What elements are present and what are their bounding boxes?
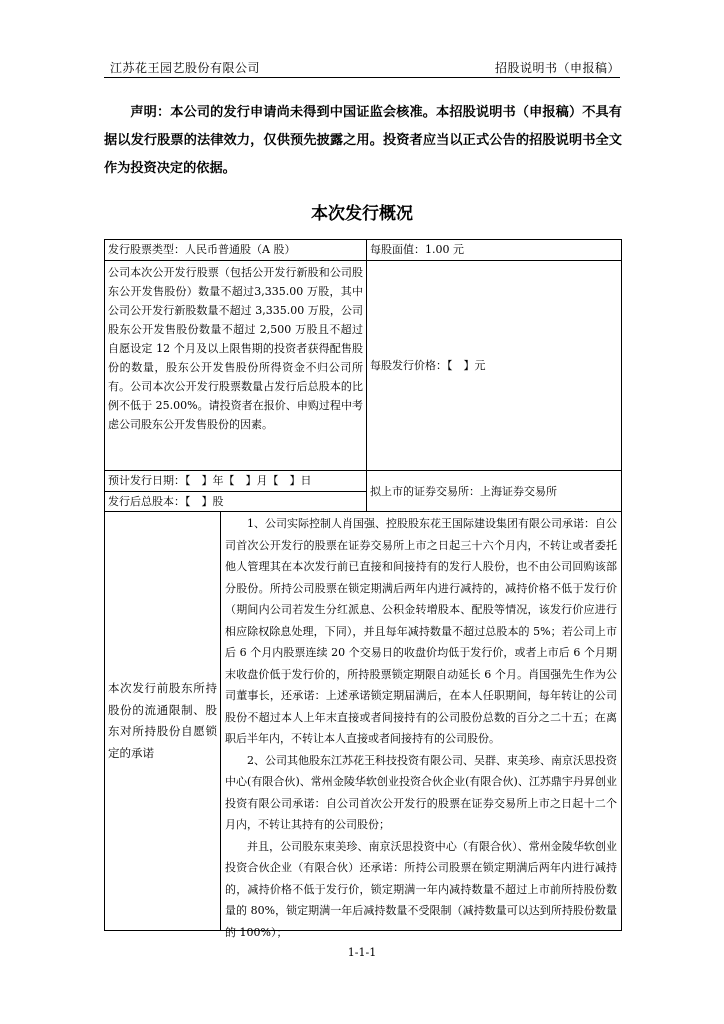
total-shares-cell: [104, 491, 367, 512]
page-number: 1-1-1: [347, 946, 377, 959]
lockup-paragraph-1: 1、公司实际控制人肖国强、控股股东花王国际建设集团有限公司承诺：自公司首次公开发行的股票在证券交易所上市之日起三十六个月内，不转让或者委托他人管理其在本次发行前已直接和间接持有的发行人股份，也不由公司回购该部分股份。所持公司股票在锁定期满后两年内进行减持的，减持价格不低于发行价（期间内公司若发生分红派息、公积金转增股本、配股等情况，该发行价应进行相应除权除息处理，下同），并且每年减持数量不超过总股本的 5%；若公司上市后 6 个月内股票连续 20 个交易日的收盘价均低于发行价，或者上市后 6 个月期末收盘价低于发行价的，所持股票锁定期限自动延长 6 个月。肖国强先生作为公司董事长，还承诺：上述承诺锁定期届满后，在本人任职期间，每年转让的公司股份不超过本人上年末直接或者间接持有的公司股份总数的百分之二十五；在离职后半年内，不转让本人直接或者间接持有的公司股份。: [225, 517, 617, 745]
header-doc-type: 招股说明书（申报稿）: [494, 61, 620, 75]
issue-amount-cell: [104, 260, 367, 471]
total-shares-text: 发行后总股本：【 】股: [108, 495, 224, 508]
disclaimer-statement: 声明：本公司的发行申请尚未得到中国证监会核准。本招股说明书（申报稿）不具有据以发行股票的法律效力，仅供预先披露之用。投资者应当以正式公告的招股说明书全文作为投资决定的依据。: [104, 105, 622, 176]
lockup-paragraph-2: 2、公司其他股东江苏花王科技投资有限公司、吴群、束美珍、南京沃思投资中心(有限合伙)、常州金陵华软创业投资合伙企业(有限合伙)、江苏鼎宇丹昇创业投资有限公司承诺：自公司首次公开发行的股票在证券交易所上市之日起十二个月内，不转让其持有的公司股份；: [225, 753, 617, 831]
issue-price-text: 每股发行价格：【 】元: [370, 359, 486, 372]
exchange-text: 拟上市的证券交易所：上海证券交易所: [370, 484, 557, 498]
stock-type-text: 发行股票类型：人民币普通股（A 股）: [108, 243, 296, 256]
lockup-commitment-cell: [220, 511, 622, 939]
lockup-label-cell: [104, 511, 221, 931]
lockup-label-text: 本次发行前股东所持股份的流通限制、股东对所持股份自愿锁定的承诺: [108, 681, 217, 760]
page-title: 本次发行概况: [311, 204, 413, 224]
issue-date-cell: [104, 470, 367, 492]
par-value-cell: [366, 239, 622, 261]
exchange-cell: [366, 470, 622, 512]
lockup-paragraph-3: 并且，公司股东束美珍、南京沃思投资中心（有限合伙）、常州金陵华软创业投资合伙企业（有限合伙）还承诺：所持公司股票在锁定期满后两年内进行减持的，减持价格不低于发行价，锁定期满一年内减持数量不超过上市前所持股份数量的 80%，锁定期满一年后减持数量不受限制（减持数量可以达到所持股份数量的 100%）；: [225, 839, 617, 939]
header-rule: [104, 77, 620, 78]
issue-amount-text: 公司本次公开发行股票（包括公开发行新股和公司股东公开发售股份）数量不超过3,335.00 万股，其中公司公开发行新股数量不超过 3,335.00 万股，公司股东公开发售股份数量不超过 2,500 万股且不超过自愿设定 12 个月及以上限售期的投资者获得配售股份的数量，股东公开发售股份所得资金不归公司所有。公司本次公开发行股票数量占发行后总股本的比例不低于 25.00%。请投资者在报价、申购过程中考虑公司股东公开发售股份的因素。: [108, 266, 363, 431]
issue-price-cell: [366, 260, 622, 471]
par-value-text: 每股面值：1.00 元: [370, 243, 464, 256]
issue-date-text: 预计发行日期：【 】年【 】月【 】日: [108, 474, 312, 487]
stock-type-cell: [104, 239, 367, 261]
header-company: 江苏花王园艺股份有限公司: [110, 61, 261, 75]
